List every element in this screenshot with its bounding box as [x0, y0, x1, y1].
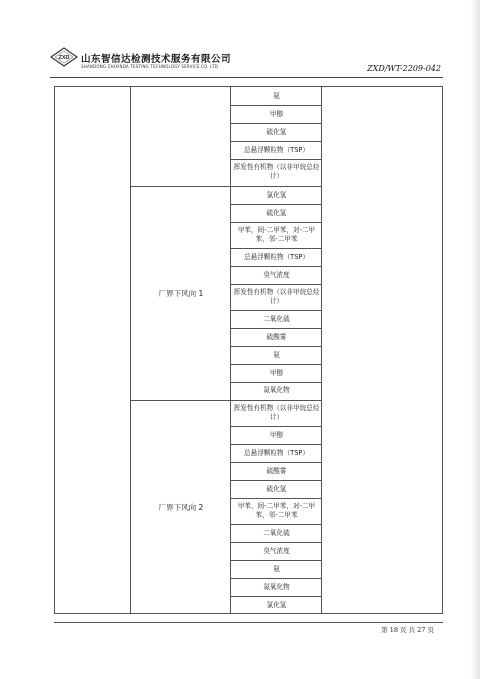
table-cell-pollutant: 氨: [273, 91, 280, 100]
table-cell-pollutant: 挥发性有机物（以非甲烷总烃计）: [233, 288, 320, 305]
table-cell-pollutant: 硫酸雾: [266, 466, 287, 475]
table-cell-pollutant: 硫化氢: [266, 484, 287, 493]
column-divider: [130, 87, 131, 613]
table-cell-pollutant: 二氧化硫: [263, 314, 290, 323]
page-edge-shadow: [470, 0, 480, 679]
logo-text: ZXD: [58, 55, 70, 61]
company-name-cn: 山东智信达检测技术服务有限公司: [81, 54, 232, 65]
table-cell-pollutant: 二氧化硫: [263, 528, 290, 537]
table-cell-pollutant: 臭气浓度: [263, 546, 290, 555]
page-number: 第 18 页 共 27 页: [381, 626, 434, 634]
header-rule: [50, 77, 443, 78]
sampling-point-label: 厂界下风向 1: [158, 288, 204, 298]
table-cell-pollutant: 氮氧化物: [263, 582, 290, 591]
table-cell-pollutant: 甲苯，间-二甲苯，对-二甲苯，邻-二甲苯: [237, 226, 316, 243]
sampling-point-label: 厂界下风向 2: [158, 503, 204, 512]
table-cell-pollutant: 氨: [273, 350, 280, 359]
table-cell-pollutant: 总悬浮颗粒物（TSP）: [244, 145, 309, 154]
table-cell-pollutant: 总悬浮颗粒物（TSP）: [244, 448, 309, 457]
company-logo-icon: [50, 47, 78, 67]
table-cell-pollutant: 挥发性有机物（以非甲烷总烃计）: [233, 404, 320, 421]
table-cell-pollutant: 氮氧化物: [263, 386, 290, 394]
document-code: ZXD/WT-2209-042: [367, 64, 441, 73]
table-cell-pollutant: 挥发性有机物（以非甲烷总烃计）: [233, 163, 320, 180]
table-cell-pollutant: 甲苯，间-二甲苯，对-二甲苯，邻-二甲苯: [237, 502, 316, 519]
footer-rule: [54, 622, 443, 623]
table-cell-pollutant: 甲醇: [269, 368, 284, 377]
table-cell-pollutant: 氯化氢: [266, 600, 287, 609]
table-cell-pollutant: 甲醇: [269, 430, 284, 439]
company-name-en: SHANDONG ZHIXINDA TESTING TECHNOLOGY SERVICE CO. LTD: [81, 64, 219, 69]
pollutant-table: [54, 86, 443, 614]
table-cell-pollutant: 甲醇: [269, 109, 284, 118]
table-cell-pollutant: 氨: [273, 564, 280, 573]
table-cell-pollutant: 总悬浮颗粒物（TSP）: [244, 252, 309, 261]
document-header: [50, 44, 445, 78]
table-cell-pollutant: 氯化氢: [266, 190, 287, 199]
table-cell-pollutant: 臭气浓度: [263, 270, 290, 279]
table-cell-pollutant: 硫化氢: [266, 208, 287, 217]
table-cell-pollutant: 硫酸雾: [266, 332, 287, 341]
table-cell-pollutant: 硫化氢: [266, 127, 287, 136]
